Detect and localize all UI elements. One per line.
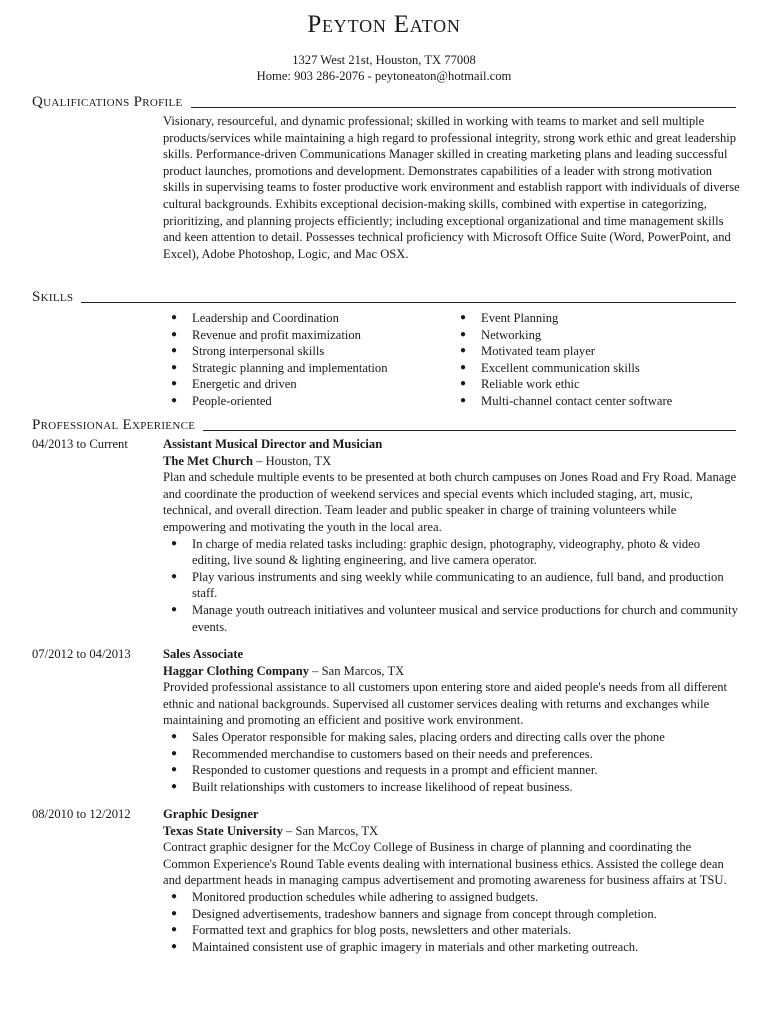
qualifications-header [32,91,736,111]
skill-item: ● Reliable work ethic [452,376,741,393]
job-bullets [163,536,741,636]
job-location: – Houston, TX [253,453,332,468]
job-title: Sales Associate [163,647,244,661]
job-summary: Provided professional assistance to all customers upon entering store and aided people's needs from all different ethnic and national backgrounds. Supervised all customer services dealing with returns and exchanges while maintaining and promoting an efficient and positive work environment. [163,680,728,728]
skill-item: ● Strategic planning and implementation [163,360,452,377]
job-dates: 07/2012 to 04/2013 [32,647,131,661]
skill-item: ● Energetic and driven [163,376,452,393]
job-bullet: ● Play various instruments and sing weekly while communicating to an audience, full band, and production staff. [163,569,741,602]
skill-item: ● Leadership and Coordination [163,310,452,327]
job-title: Assistant Musical Director and Musician [163,437,383,451]
job-bullet: ● Manage youth outreach initiatives and volunteer musical and service productions for church and community events. [163,602,741,635]
job-location: – San Marcos, TX [309,663,405,678]
job-bullets [163,889,741,955]
job-bullet: ● Built relationships with customers to increase likelihood of repeat business. [163,779,741,796]
skill-item: ● Strong interpersonal skills [163,343,452,360]
job-bullets [163,729,741,795]
job-employer: The Met Church [163,453,254,468]
job-bullet: ● Monitored production schedules while adhering to assigned budgets. [163,889,741,906]
job-bullet: ● Responded to customer questions and requests in a prompt and efficient manner. [163,762,741,779]
skills-header [32,286,736,306]
skill-item: ● Multi-channel contact center software [452,393,741,410]
job-bullet: ● Sales Operator responsible for making sales, placing orders and directing calls over the phone [163,729,741,746]
job-body [163,646,741,795]
job-bullet: ● Maintained consistent use of graphic imagery in materials and other marketing outreach. [163,939,741,956]
contact-line: Home: 903 286-2076 - peytoneaton@hotmail.com [256,69,512,83]
experience-title: Professional Experience [32,417,196,433]
job-bullet: ● Designed advertisements, tradeshow banners and signage from concept through completion. [163,906,741,923]
job-dates: 08/2010 to 12/2012 [32,807,131,821]
job-bullet: ● In charge of media related tasks including: graphic design, photography, videography, photo & video editing, live sound & lighting engineering, and live camera operator. [163,536,741,569]
job-location: – San Marcos, TX [282,823,379,838]
job-title: Graphic Designer [163,807,259,821]
job-employer: Haggar Clothing Company [163,663,310,678]
skill-item: ● Revenue and profit maximization [163,327,452,344]
skills-list-right [452,310,741,410]
qualifications-body [163,113,741,262]
section-divider [191,107,736,108]
skills-title: Skills [32,289,74,305]
qualifications-title: Qualifications Profile [32,94,183,110]
job-dates: 04/2013 to Current [32,437,128,451]
job-employer-line [163,453,741,470]
skills-grid [163,310,741,410]
address-line: 1327 West 21st, Houston, TX 77008 [292,53,476,67]
job-employer: Texas State University [163,823,283,838]
qualifications-text: Visionary, resourceful, and dynamic professional; skilled in working with teams to market and sell multiple products/services while maintaining a high regard to professional integrity, strong work ethic and great leadership skills. Performance-driven Communications Manager skilled in creating marketing plans and leading successful product launches, promotions and development. Demonstrates capabilities of a leader with strong motivation skills in supervising teams to foster productive work environment and establish rapport with individuals of diverse cultural backgrounds. Exhibits exceptional decision-making skills, combined with expertise in categorizing, prioritizing, and planning projects efficiently; including exceptional organizational and time management skills and keen attention to detail. Possesses technical proficiency with Microsoft Office Suite (Word, PowerPoint, and Excel), Adobe Photoshop, Logic, and Mac OSX. [163,114,740,261]
skill-item: ● Excellent communication skills [452,360,741,377]
job-bullet: ● Recommended merchandise to customers based on their needs and preferences. [163,746,741,763]
section-divider [203,430,736,431]
job-employer-line [163,823,741,840]
job-bullet: ● Formatted text and graphics for blog posts, newsletters and other materials. [163,922,741,939]
job-summary: Contract graphic designer for the McCoy College of Business in charge of planning and coordinating the Common Experience's Round Table events dealing with international business ethics. Assisted the college dean and department heads in managing campus advertisement and promoting awareness for business affairs at TSU. [163,840,727,888]
skill-item: ● Event Planning [452,310,741,327]
job-summary: Plan and schedule multiple events to be presented at both church campuses on Jones Road and Fry Road. Manage and coordinate the production of weekend services and special events which included staging, art, music, technical, and overall direction. Team leader and public speaker in charge of training volunteers while empowering and motivating the youth in the local area. [163,470,737,534]
skill-item: ● Networking [452,327,741,344]
candidate-name: Peyton Eaton [307,11,461,38]
section-divider [81,302,736,303]
job-body [163,806,741,955]
skill-item: ● Motivated team player [452,343,741,360]
experience-header [32,414,736,434]
job-body [163,436,741,635]
job-employer-line [163,663,741,680]
skills-list-left [163,310,452,410]
skill-item: ● People-oriented [163,393,452,410]
